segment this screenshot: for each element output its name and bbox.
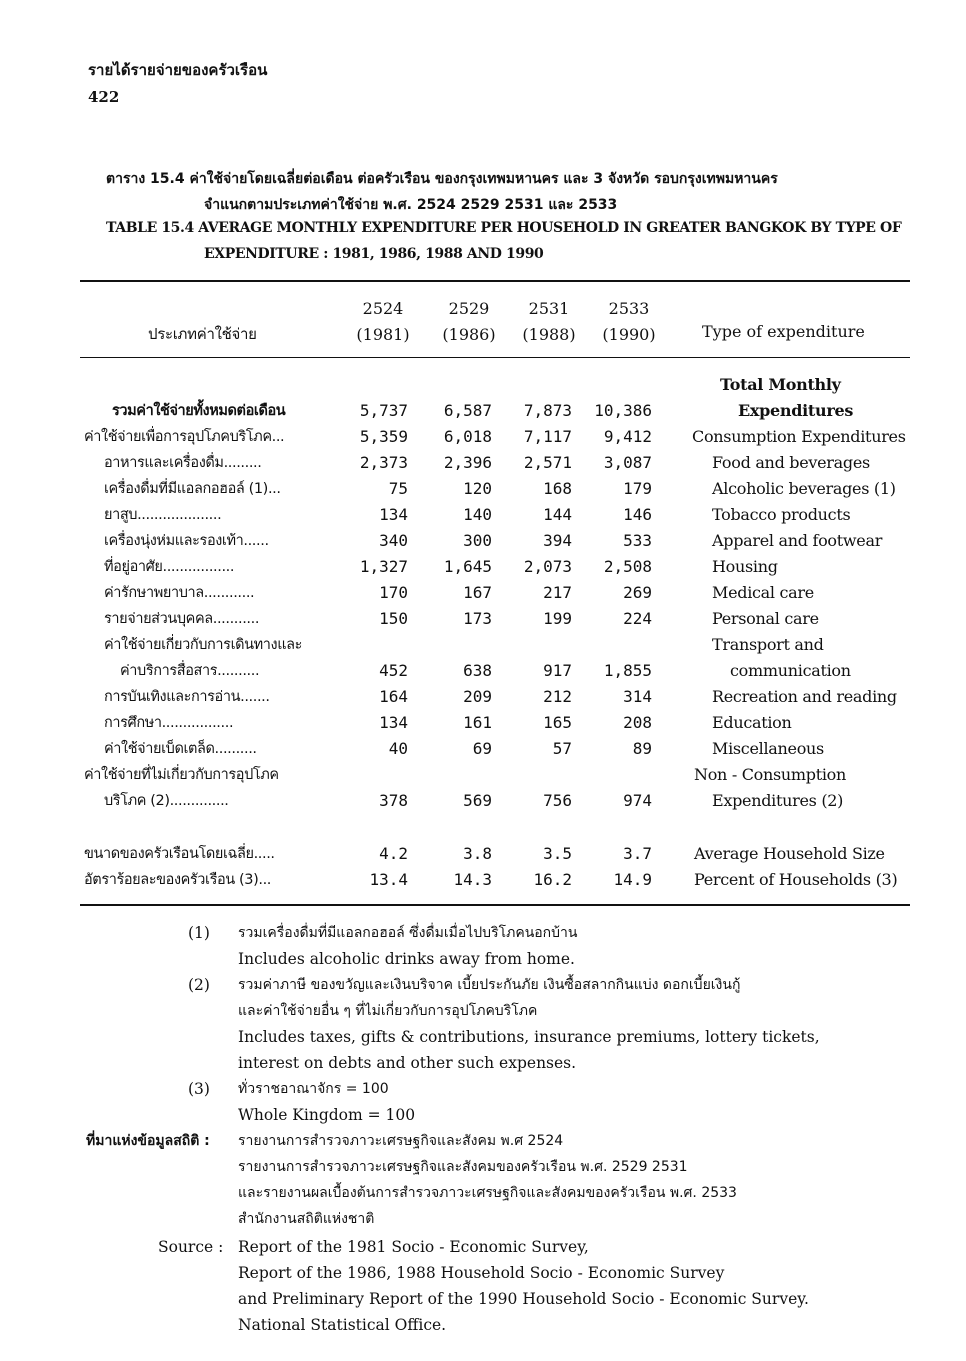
table-title-en-line2: EXPENDITURE : 1981, 1986, 1988 AND 1990	[204, 246, 544, 262]
row-en-label: Tobacco products	[712, 505, 851, 524]
source-label-thai: ที่มาแห่งข้อมูลสถิติ :	[86, 1133, 210, 1149]
cell-value: 212	[543, 687, 572, 706]
cell-value: 269	[623, 583, 652, 602]
cell-value: 209	[463, 687, 492, 706]
cell-value: 394	[543, 531, 572, 550]
table-row	[0, 424, 966, 450]
row-th-label: รายจ่ายส่วนบุคคล...........	[104, 611, 260, 627]
note-2-thai-line2: และค่าใช้จ่ายอื่น ๆ ที่ไม่เกี่ยวกับการอุปโภคบริโภค	[238, 1003, 538, 1019]
cell-value: 161	[463, 713, 492, 732]
row-en-label: Apparel and footwear	[712, 531, 883, 550]
table-bottom-rule	[80, 904, 910, 906]
table-row	[0, 762, 966, 788]
table-top-rule	[80, 280, 910, 282]
column-year-be: 2533	[608, 299, 650, 318]
cell-value: 974	[623, 791, 652, 810]
source-en-line1: Report of the 1981 Socio - Economic Survey,	[238, 1238, 589, 1256]
row-en-label: Housing	[712, 557, 778, 576]
cell-value: 452	[379, 661, 408, 680]
row-en-label: Education	[712, 713, 792, 732]
source-en-line3: and Preliminary Report of the 1990 Household Socio - Economic Survey.	[238, 1290, 809, 1308]
row-en-label: Recreation and reading	[712, 687, 897, 706]
cell-value: 134	[379, 505, 408, 524]
note-2-en-line1: Includes taxes, gifts & contributions, insurance premiums, lottery tickets,	[238, 1028, 820, 1046]
note-1-thai: รวมเครื่องดื่มที่มีแอลกอฮอล์ ซึ่งดื่มเมื่อไปบริโภคนอกบ้าน	[238, 925, 578, 941]
cell-value: 533	[623, 531, 652, 550]
row-en-label: Average Household Size	[694, 844, 885, 863]
cell-value: 1,855	[603, 661, 652, 680]
table-row	[0, 710, 966, 736]
row-th-label: บริโภค (2)..............	[104, 793, 229, 809]
cell-value: 1,645	[443, 557, 492, 576]
cell-value: 340	[379, 531, 408, 550]
row-th-label: เครื่องดื่มที่มีแอลกอฮอล์ (1)...	[104, 481, 281, 497]
cell-value: 569	[463, 791, 492, 810]
row-th-label: ยาสูบ....................	[104, 507, 222, 523]
cell-value: 150	[379, 609, 408, 628]
row-en-label: communication	[730, 661, 851, 680]
note-2-en-line2: interest on debts and other such expenses.	[238, 1054, 577, 1072]
cell-value: 378	[379, 791, 408, 810]
cell-value: 140	[463, 505, 492, 524]
cell-value: 173	[463, 609, 492, 628]
cell-value: 75	[388, 479, 408, 498]
table-row	[0, 632, 966, 658]
note-3-en: Whole Kingdom = 100	[238, 1106, 416, 1124]
cell-value: 9,412	[603, 427, 652, 446]
row-en-label: Personal care	[712, 609, 819, 628]
row-th-label: ค่าบริการสื่อสาร..........	[120, 663, 260, 679]
column-year-ce: (1988)	[522, 325, 576, 344]
column-header-year-1	[348, 296, 418, 348]
cell-value: 6,587	[443, 401, 492, 420]
cell-value: 164	[379, 687, 408, 706]
column-header-year-4	[594, 296, 664, 348]
cell-value: 167	[463, 583, 492, 602]
column-header-thai: ประเภทค่าใช้จ่าย	[148, 325, 257, 343]
source-label-en: Source :	[158, 1238, 224, 1256]
note-marker-2: (2)	[188, 976, 210, 994]
table-row	[0, 450, 966, 476]
row-th-label: ค่าใช้จ่ายเบ็ดเตล็ด..........	[104, 741, 257, 757]
source-en-line2: Report of the 1986, 1988 Household Socio - Economic Survey	[238, 1264, 725, 1282]
cell-value: 199	[543, 609, 572, 628]
row-th-label: ค่ารักษาพยาบาล............	[104, 585, 255, 601]
cell-value: 134	[379, 713, 408, 732]
column-year-ce: (1990)	[602, 325, 656, 344]
cell-value: 14.3	[453, 870, 492, 889]
cell-value: 6,018	[443, 427, 492, 446]
table-row	[0, 580, 966, 606]
row-th-label: การบันเทิงและการอ่าน.......	[104, 689, 270, 705]
table-row	[0, 502, 966, 528]
source-thai-line1: รายงานการสำรวจภาวะเศรษฐกิจและสังคม พ.ศ 2524	[238, 1133, 564, 1149]
table-row	[0, 684, 966, 710]
row-en-label: Expenditures	[738, 401, 854, 420]
row-en-label: Food and beverages	[712, 453, 870, 472]
cell-value: 3.7	[623, 844, 652, 863]
cell-value: 13.4	[369, 870, 408, 889]
table-row	[0, 736, 966, 762]
cell-value: 917	[543, 661, 572, 680]
cell-value: 224	[623, 609, 652, 628]
row-th-label: ค่าใช้จ่ายเกี่ยวกับการเดินทางและ	[104, 637, 303, 653]
row-th-label: การศึกษา.................	[104, 715, 234, 731]
cell-value: 3,087	[603, 453, 652, 472]
table-row	[0, 867, 966, 893]
row-en-label: Total Monthly	[720, 375, 841, 394]
row-en-label: Non - Consumption	[694, 765, 847, 784]
cell-value: 170	[379, 583, 408, 602]
cell-value: 7,873	[523, 401, 572, 420]
cell-value: 638	[463, 661, 492, 680]
source-en-line4: National Statistical Office.	[238, 1316, 447, 1334]
table-row	[0, 841, 966, 867]
table-row	[0, 554, 966, 580]
cell-value: 146	[623, 505, 652, 524]
source-thai-line2: รายงานการสำรวจภาวะเศรษฐกิจและสังคมของครัวเรือน พ.ศ. 2529 2531	[238, 1159, 688, 1175]
cell-value: 2,396	[443, 453, 492, 472]
row-th-label: อัตราร้อยละของครัวเรือน (3)...	[84, 872, 271, 888]
source-thai-line3: และรายงานผลเบื้องต้นการสำรวจภาวะเศรษฐกิจและสังคมของครัวเรือน พ.ศ. 2533	[238, 1185, 737, 1201]
cell-value: 57	[552, 739, 572, 758]
column-year-be: 2524	[362, 299, 404, 318]
cell-value: 69	[472, 739, 492, 758]
note-1-en: Includes alcoholic drinks away from home.	[238, 950, 575, 968]
row-th-label: ขนาดของครัวเรือนโดยเฉลี่ย.....	[84, 846, 275, 862]
table-title-thai-line2: จำแนกตามประเภทค่าใช้จ่าย พ.ศ. 2524 2529 2531 และ 2533	[204, 197, 618, 213]
row-th-label: ค่าใช้จ่ายที่ไม่เกี่ยวกับการอุปโภค	[84, 767, 279, 783]
column-year-ce: (1986)	[442, 325, 496, 344]
page-number: 422	[88, 88, 120, 106]
cell-value: 2,073	[523, 557, 572, 576]
cell-value: 217	[543, 583, 572, 602]
table-header-rule	[80, 357, 910, 358]
row-en-label: Transport and	[712, 635, 824, 654]
note-marker-3: (3)	[188, 1080, 210, 1098]
cell-value: 2,571	[523, 453, 572, 472]
column-year-be: 2529	[448, 299, 490, 318]
source-thai-line4: สำนักงานสถิติแห่งชาติ	[238, 1211, 375, 1227]
cell-value: 5,737	[359, 401, 408, 420]
note-marker-1: (1)	[188, 924, 210, 942]
row-en-label: Medical care	[712, 583, 814, 602]
cell-value: 16.2	[533, 870, 572, 889]
cell-value: 1,327	[359, 557, 408, 576]
row-en-label: Miscellaneous	[712, 739, 824, 758]
running-header: รายได้รายจ่ายของครัวเรือน	[88, 61, 268, 79]
row-th-label: อาหารและเครื่องดื่ม.........	[104, 455, 262, 471]
cell-value: 314	[623, 687, 652, 706]
column-year-ce: (1981)	[356, 325, 410, 344]
row-en-label: Percent of Households (3)	[694, 870, 898, 889]
row-th-label: ที่อยู่อาศัย.................	[104, 559, 235, 575]
row-en-label: Alcoholic beverages (1)	[712, 479, 896, 498]
cell-value: 2,373	[359, 453, 408, 472]
column-header-year-2	[434, 296, 504, 348]
cell-value: 179	[623, 479, 652, 498]
table-row	[0, 528, 966, 554]
table-row	[0, 658, 966, 684]
note-3-thai: ทั่วราชอาณาจักร = 100	[238, 1081, 389, 1097]
note-2-thai-line1: รวมค่าภาษี ของขวัญและเงินบริจาค เบี้ยประกันภัย เงินซื้อสลากกินแบ่ง ดอกเบี้ยเงินกู้	[238, 977, 741, 993]
row-th-label: ค่าใช้จ่ายเพื่อการอุปโภคบริโภค...	[84, 429, 285, 445]
cell-value: 40	[388, 739, 408, 758]
row-th-label: เครื่องนุ่งห่มและรองเท้า......	[104, 533, 269, 549]
row-th-label: รวมค่าใช้จ่ายทั้งหมดต่อเดือน	[112, 403, 286, 419]
table-row	[0, 788, 966, 814]
cell-value: 208	[623, 713, 652, 732]
cell-value: 7,117	[523, 427, 572, 446]
cell-value: 3.8	[463, 844, 492, 863]
cell-value: 165	[543, 713, 572, 732]
column-header-year-3	[514, 296, 584, 348]
column-year-be: 2531	[528, 299, 570, 318]
row-en-label: Expenditures (2)	[712, 791, 844, 810]
cell-value: 144	[543, 505, 572, 524]
cell-value: 10,386	[594, 401, 652, 420]
table-row	[0, 372, 966, 398]
cell-value: 756	[543, 791, 572, 810]
row-en-label: Consumption Expenditures	[692, 427, 906, 446]
cell-value: 168	[543, 479, 572, 498]
cell-value: 2,508	[603, 557, 652, 576]
cell-value: 3.5	[543, 844, 572, 863]
cell-value: 120	[463, 479, 492, 498]
cell-value: 14.9	[613, 870, 652, 889]
table-title-en-line1: TABLE 15.4 AVERAGE MONTHLY EXPENDITURE PER HOUSEHOLD IN GREATER BANGKOK BY TYPE OF	[106, 220, 902, 236]
table-row	[0, 398, 966, 424]
table-title-thai-line1: ตาราง 15.4 ค่าใช้จ่ายโดยเฉลี่ยต่อเดือน ต่อครัวเรือน ของกรุงเทพมหานคร และ 3 จังหวัด รอบกรุงเทพมหานคร	[106, 171, 778, 187]
cell-value: 4.2	[379, 844, 408, 863]
table-row	[0, 476, 966, 502]
cell-value: 5,359	[359, 427, 408, 446]
table-row	[0, 606, 966, 632]
column-header-en: Type of expenditure	[702, 322, 865, 341]
cell-value: 89	[632, 739, 652, 758]
cell-value: 300	[463, 531, 492, 550]
